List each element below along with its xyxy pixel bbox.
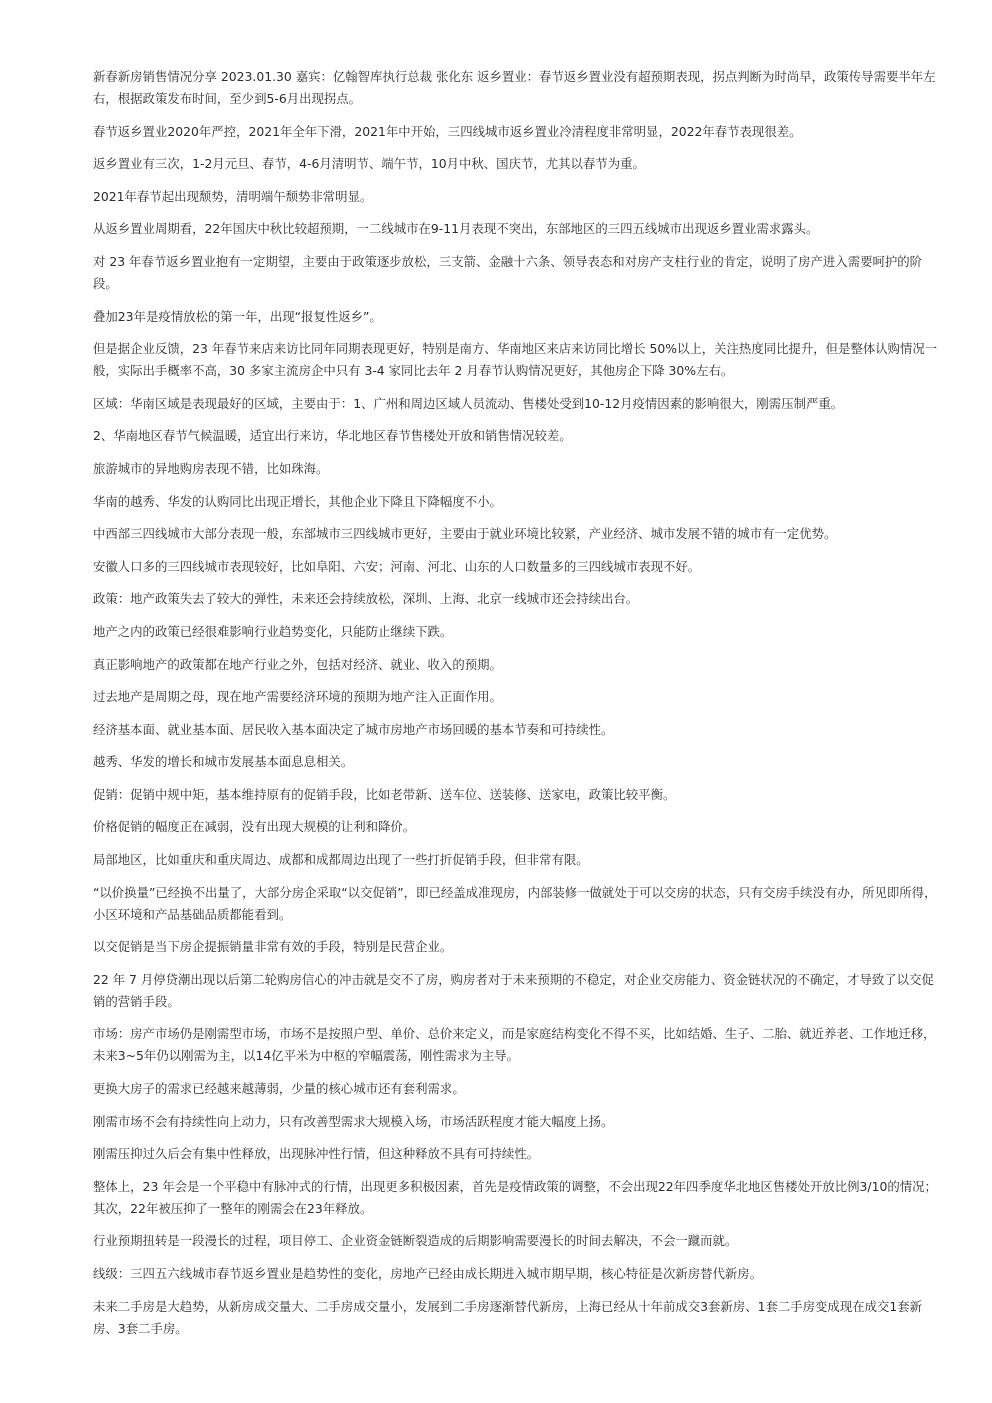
paragraph-32: 行业预期扭转是一段漫长的过程，项目停工、企业资金链断裂造成的后期影响需要漫长的时间去解决，不会一蹴而就。 [93, 1233, 738, 1249]
document-page [93, 66, 945, 1350]
paragraph-25: 以交促销是当下房企提振销量非常有效的手段，特别是民营企业。 [93, 939, 453, 955]
paragraph-34: 未来二手房是大趋势，从新房成交量大、二手房成交量小，发展到二手房逐渐替代新房，上海已经从十年前成交3套新房、1套二手房变成现在成交1套新房、3套二手房。 [93, 1298, 923, 1336]
paragraph-7: 叠加23年是疫情放松的第一年，出现“报复性返乡”。 [93, 308, 382, 324]
paragraph-12: 华南的越秀、华发的认购同比出现正增长，其他企业下降且下降幅度不小。 [93, 493, 502, 509]
paragraph-5: 从返乡置业周期看，22年国庆中秋比较超预期，一二线城市在9-11月表现不突出，东部地区的三四五线城市出现返乡置业需求露头。 [93, 221, 819, 237]
paragraph-26: 22 年 7 月停贷潮出现以后第二轮购房信心的冲击就是交不了房，购房者对于未来预期的不稳定，对企业交房能力、资金链状况的不确定，才导致了以交促销的营销手段。 [93, 971, 934, 1009]
paragraph-23: 局部地区，比如重庆和重庆周边、成都和成都周边出现了一些打折促销手段，但非常有限。 [93, 852, 589, 868]
paragraph-18: 过去地产是周期之母，现在地产需要经济环境的预期为地产注入正面作用。 [93, 689, 502, 705]
paragraph-21: 促销：促销中规中矩，基本维持原有的促销手段，比如老带新、送车位、送装修、送家电，政策比较平衡。 [93, 786, 676, 802]
paragraph-20: 越秀、华发的增长和城市发展基本面息息相关。 [93, 754, 354, 770]
paragraph-27: 市场：房产市场仍是刚需型市场，市场不是按照户型、单价、总价来定义，而是家庭结构变化不得不买，比如结婚、生子、二胎、就近养老、工作地迁移，未来3~5年仍以刚需为主，以14亿平米为中枢的窄幅震荡，刚性需求为主导。 [93, 1026, 936, 1064]
paragraph-33: 线级：三四五六线城市春节返乡置业是趋势性的变化，房地产已经由成长期进入城市期早期，核心特征是次新房替代新房。 [93, 1266, 763, 1281]
paragraph-4: 2021年春节起出现颓势，清明端午颓势非常明显。 [93, 188, 373, 204]
paragraph-10: 2、华南地区春节气候温暖，适宜出行来访，华北地区春节售楼处开放和销售情况较差。 [93, 428, 572, 444]
paragraph-30: 刚需压抑过久后会有集中性释放，出现脉冲性行情，但这种释放不具有可持续性。 [93, 1146, 540, 1162]
paragraph-19: 经济基本面、就业基本面、居民收入基本面决定了城市房地产市场回暖的基本节奏和可持续性。 [93, 721, 614, 737]
paragraph-29: 刚需市场不会有持续性向上动力，只有改善型需求大规模入场，市场活跃程度才能大幅度上扬。 [93, 1113, 614, 1129]
paragraph-17: 真正影响地产的政策都在地产行业之外，包括对经济、就业、收入的预期。 [93, 656, 502, 672]
paragraph-3: 返乡置业有三次，1-2月元旦、春节，4-6月清明节、端午节，10月中秋、国庆节，尤其以春节为重。 [93, 156, 645, 172]
paragraph-9: 区域：华南区域是表现最好的区域，主要由于：1、广州和周边区域人员流动、售楼处受到10-12月疫情因素的影响很大，刚需压制严重。 [93, 395, 844, 411]
paragraph-15: 政策：地产政策失去了较大的弹性，未来还会持续放松，深圳、上海、北京一线城市还会持续出台。 [93, 591, 639, 607]
paragraph-6: 对 23 年春节返乡置业抱有一定期望，主要由于政策逐步放松，三支箭、金融十六条、领导表态和对房产支柱行业的肯定，说明了房产进入需要呵护的阶段。 [93, 253, 923, 291]
paragraph-8: 但是据企业反馈，23 年春节来店来访比同年同期表现更好，特别是南方、华南地区来店来访同比增长 50%以上，关注热度同比提升，但是整体认购情况一般，实际出手概率不高，30 多家主流房企中只有 3-4 家同比去年 2 月春节认购情况更好，其他房企下降 30%左右。 [93, 341, 938, 379]
paragraph-2: 春节返乡置业2020年严控，2021年全年下滑，2021年中开始，三四线城市返乡置业冷清程度非常明显，2022年春节表现很差。 [93, 123, 802, 139]
paragraph-16: 地产之内的政策已经很难影响行业趋势变化，只能防止继续下跌。 [93, 623, 453, 639]
paragraph-22: 价格促销的幅度正在减弱，没有出现大规模的让利和降价。 [93, 819, 416, 835]
paragraph-24: “以价换量”已经换不出量了，大部分房企采取“以交促销”，即已经盖成准现房，内部装修一做就处于可以交房的状态，只有交房手续没有办，所见即所得，小区环境和产品基础品质都能看到。 [93, 884, 937, 922]
paragraph-14: 安徽人口多的三四线城市表现较好，比如阜阳、六安；河南、河北、山东的人口数量多的三四线城市表现不好。 [93, 558, 701, 574]
paragraph-11: 旅游城市的异地购房表现不错，比如珠海。 [93, 460, 329, 476]
paragraph-1: 新春新房销售情况分享 2023.01.30 嘉宾：亿翰智库执行总裁 张化东 返乡置业：春节返乡置业没有超预期表现，拐点判断为时尚早，政策传导需要半年左右，根据政策发布时间，至少到5-6月出现拐点。 [93, 69, 936, 106]
paragraph-31: 整体上，23 年会是一个平稳中有脉冲式的行情，出现更多积极因素，首先是疫情政策的调整，不会出现22年四季度华北地区售楼处开放比例3/10的情况；其次，22年被压抑了一整年的刚需会在23年释放。 [93, 1178, 937, 1216]
paragraph-28: 更换大房子的需求已经越来越薄弱，少量的核心城市还有套利需求。 [93, 1081, 465, 1097]
paragraph-13: 中西部三四线城市大部分表现一般，东部城市三四线城市更好，主要由于就业环境比较紧，产业经济、城市发展不错的城市有一定优势。 [93, 526, 837, 542]
